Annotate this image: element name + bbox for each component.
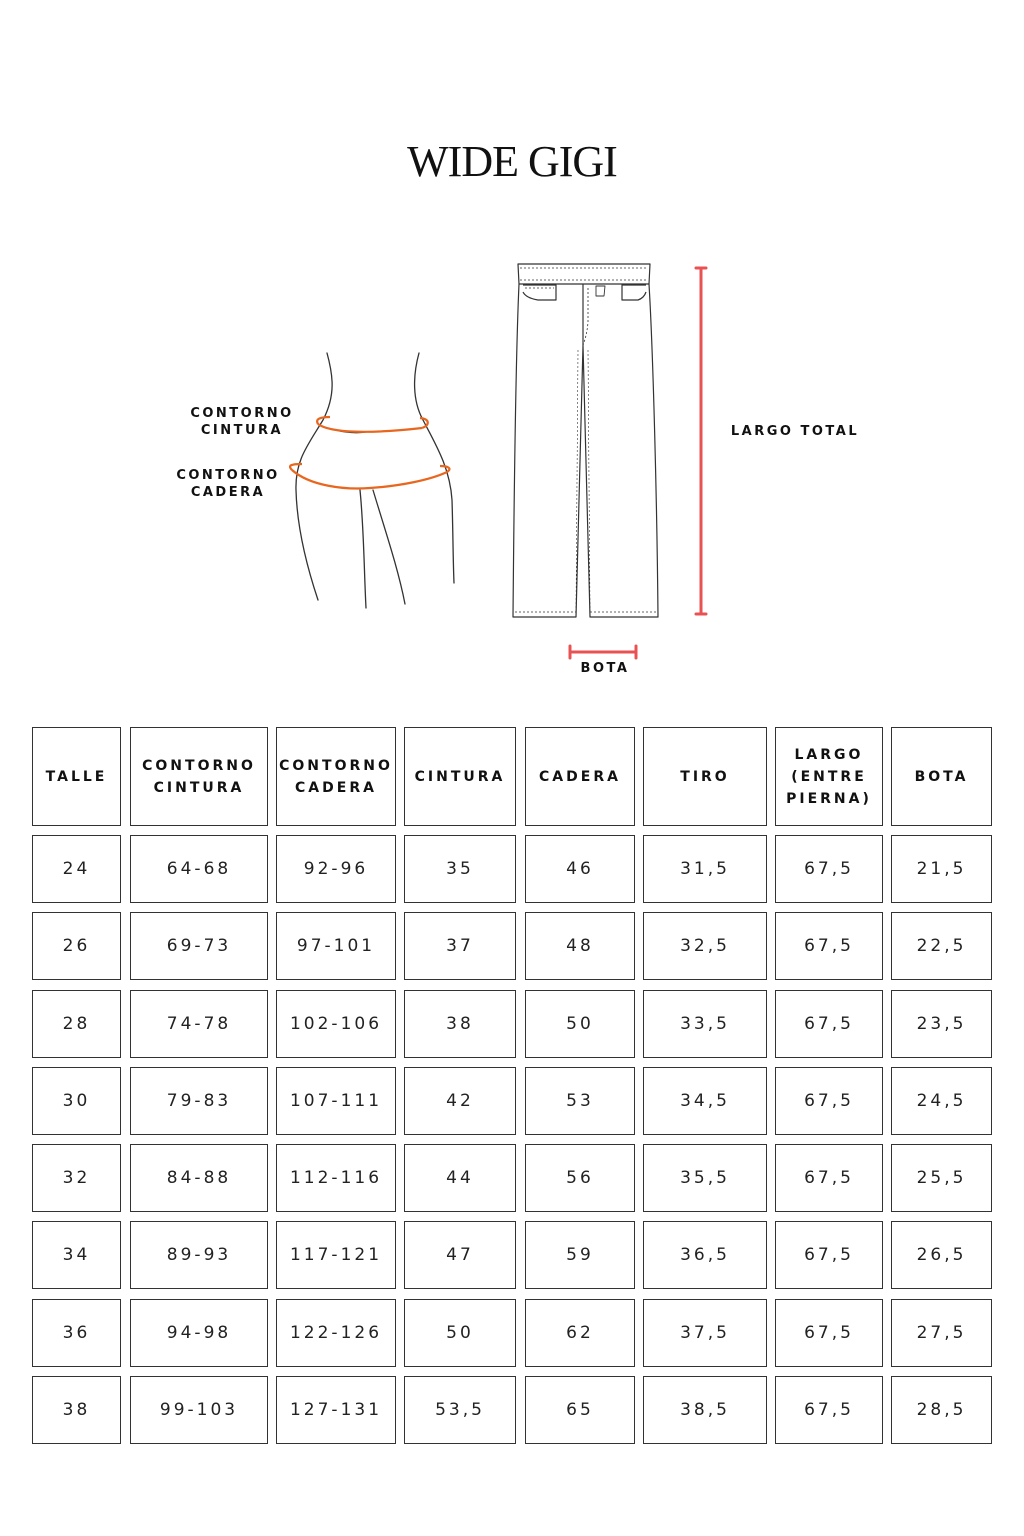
table-cell: 27,5 [891, 1299, 992, 1367]
table-cell: 67,5 [775, 912, 883, 980]
jeans-illustration [513, 264, 658, 617]
table-cell: 107-111 [276, 1067, 396, 1135]
body-silhouette-illustration [296, 353, 454, 608]
table-cell: 38 [404, 990, 516, 1058]
table-cell: 31,5 [643, 835, 767, 903]
table-cell: 25,5 [891, 1144, 992, 1212]
table-cell: 42 [404, 1067, 516, 1135]
page-title: WIDE GIGI [407, 137, 617, 186]
table-cell: 117-121 [276, 1221, 396, 1289]
label-contorno-cadera: CONTORNO CADERA [176, 468, 280, 500]
label-largo-total: LARGO TOTAL [730, 424, 860, 439]
table-cell: 34 [32, 1221, 121, 1289]
table-cell: 67,5 [775, 1299, 883, 1367]
table-cell: 35 [404, 835, 516, 903]
table-cell: 94-98 [130, 1299, 268, 1367]
table-cell: 34,5 [643, 1067, 767, 1135]
table-header-cell: CINTURA [404, 727, 516, 826]
table-cell: 32 [32, 1144, 121, 1212]
table-cell: 24,5 [891, 1067, 992, 1135]
table-cell: 112-116 [276, 1144, 396, 1212]
table-cell: 36 [32, 1299, 121, 1367]
table-cell: 37,5 [643, 1299, 767, 1367]
table-cell: 38 [32, 1376, 121, 1444]
table-cell: 36,5 [643, 1221, 767, 1289]
measurement-diagram [0, 0, 1024, 700]
table-cell: 67,5 [775, 835, 883, 903]
table-cell: 127-131 [276, 1376, 396, 1444]
table-cell: 28 [32, 990, 121, 1058]
table-cell: 23,5 [891, 990, 992, 1058]
table-cell: 99-103 [130, 1376, 268, 1444]
table-cell: 35,5 [643, 1144, 767, 1212]
table-cell: 37 [404, 912, 516, 980]
table-header-cell: BOTA [891, 727, 992, 826]
table-cell: 22,5 [891, 912, 992, 980]
table-cell: 53,5 [404, 1376, 516, 1444]
table-cell: 62 [525, 1299, 635, 1367]
label-bota: BOTA [580, 661, 630, 676]
table-cell: 64-68 [130, 835, 268, 903]
table-cell: 46 [525, 835, 635, 903]
waist-measure-line [317, 417, 428, 432]
table-cell: 38,5 [643, 1376, 767, 1444]
table-cell: 47 [404, 1221, 516, 1289]
table-header-cell: LARGO (ENTRE PIERNA) [775, 727, 883, 826]
table-cell: 44 [404, 1144, 516, 1212]
table-cell: 89-93 [130, 1221, 268, 1289]
table-cell: 56 [525, 1144, 635, 1212]
table-cell: 74-78 [130, 990, 268, 1058]
table-cell: 67,5 [775, 1221, 883, 1289]
table-header-cell: CONTORNO CADERA [276, 727, 396, 826]
table-cell: 67,5 [775, 1144, 883, 1212]
table-cell: 79-83 [130, 1067, 268, 1135]
table-cell: 97-101 [276, 912, 396, 980]
table-cell: 84-88 [130, 1144, 268, 1212]
table-header-cell: CONTORNO CINTURA [130, 727, 268, 826]
hip-measure-line [290, 464, 449, 488]
table-cell: 32,5 [643, 912, 767, 980]
table-cell: 30 [32, 1067, 121, 1135]
table-header-cell: CADERA [525, 727, 635, 826]
table-cell: 67,5 [775, 1067, 883, 1135]
table-cell: 48 [525, 912, 635, 980]
table-cell: 67,5 [775, 1376, 883, 1444]
table-cell: 102-106 [276, 990, 396, 1058]
table-cell: 69-73 [130, 912, 268, 980]
table-header-cell: TALLE [32, 727, 121, 826]
largo-total-measure [696, 268, 706, 614]
table-cell: 26 [32, 912, 121, 980]
table-cell: 92-96 [276, 835, 396, 903]
table-cell: 67,5 [775, 990, 883, 1058]
table-cell: 122-126 [276, 1299, 396, 1367]
table-cell: 59 [525, 1221, 635, 1289]
table-header-cell: TIRO [643, 727, 767, 826]
table-cell: 53 [525, 1067, 635, 1135]
table-cell: 33,5 [643, 990, 767, 1058]
table-cell: 21,5 [891, 835, 992, 903]
table-cell: 65 [525, 1376, 635, 1444]
bota-measure [570, 646, 636, 658]
table-cell: 26,5 [891, 1221, 992, 1289]
label-contorno-cintura: CONTORNO CINTURA [190, 406, 294, 438]
table-cell: 50 [525, 990, 635, 1058]
table-cell: 28,5 [891, 1376, 992, 1444]
table-cell: 24 [32, 835, 121, 903]
table-cell: 50 [404, 1299, 516, 1367]
